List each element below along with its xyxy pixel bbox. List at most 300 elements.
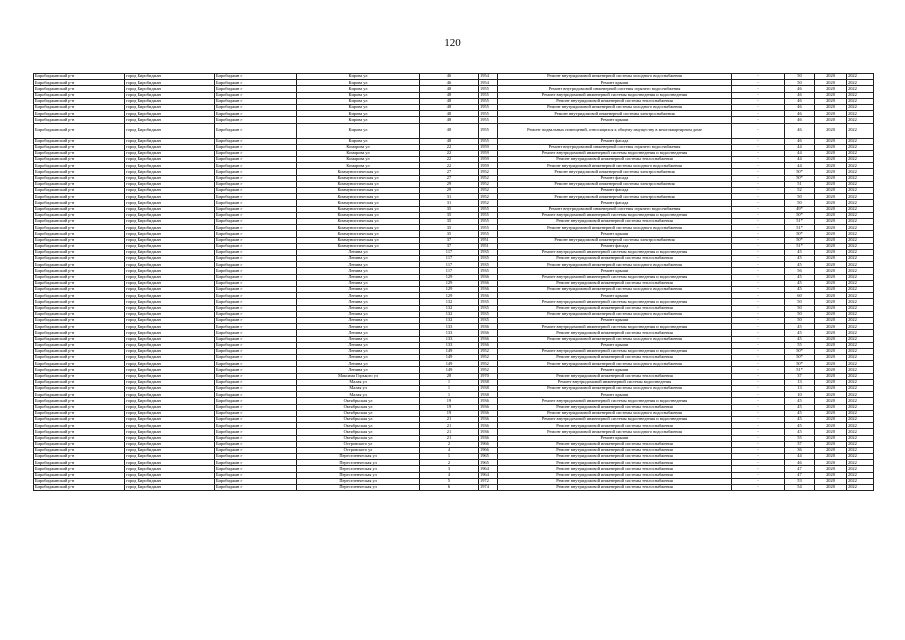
district-cell: Биробиджанский р-н <box>34 138 125 144</box>
build-year-cell: 1938 <box>479 392 498 398</box>
street-cell: Коммунистическая ул <box>297 237 420 243</box>
lifetime-cell: 47 <box>785 466 815 472</box>
municipality-cell: город Биробиджан <box>125 435 215 441</box>
settlement-cell: Биробиджан г <box>215 92 297 98</box>
work-type-cell: Ремонт внутридомовой инженерной системы водоотведения и водоотведения <box>498 398 732 404</box>
lifetime-cell: 50 <box>785 74 815 80</box>
start-year-cell: 2020 <box>815 280 847 286</box>
dash-cell: - <box>732 429 785 435</box>
lifetime-cell: 37 <box>785 441 815 447</box>
work-type-cell: Ремонт фасада <box>498 138 732 144</box>
build-year-cell: 1965 <box>479 460 498 466</box>
start-year-cell: 2020 <box>815 144 847 150</box>
start-year-cell: 2020 <box>815 447 847 453</box>
lifetime-cell: 50 <box>785 299 815 305</box>
dash-cell: - <box>732 299 785 305</box>
lifetime-cell: 45 <box>785 287 815 293</box>
build-year-cell: 1936 <box>479 330 498 336</box>
dash-cell: - <box>732 104 785 110</box>
settlement-cell: Биробиджан г <box>215 256 297 262</box>
house-number-cell: 132 <box>420 299 479 305</box>
house-number-cell: 1 <box>420 392 479 398</box>
street-cell: Островского ул <box>297 441 420 447</box>
end-year-cell: 2022 <box>847 86 874 92</box>
street-cell: Ленина ул <box>297 361 420 367</box>
settlement-cell: Биробиджан г <box>215 447 297 453</box>
build-year-cell: 1955 <box>479 231 498 237</box>
street-cell: Ленина ул <box>297 287 420 293</box>
end-year-cell: 2022 <box>847 429 874 435</box>
end-year-cell: 2022 <box>847 478 874 484</box>
district-cell: Биробиджанский р-н <box>34 404 125 410</box>
lifetime-cell: 46 <box>785 111 815 117</box>
street-cell: Переселенческая ул <box>297 460 420 466</box>
end-year-cell: 2022 <box>847 92 874 98</box>
dash-cell: - <box>732 123 785 138</box>
build-year-cell: 1936 <box>479 416 498 422</box>
street-cell: Островского ул <box>297 447 420 453</box>
work-type-cell: Ремонт внутридомовой инженерной системы водоотведения и водоотведения <box>498 299 732 305</box>
district-cell: Биробиджанский р-н <box>34 237 125 243</box>
district-cell: Биробиджанский р-н <box>34 410 125 416</box>
municipality-cell: город Биробиджан <box>125 367 215 373</box>
street-cell: Кирова ул <box>297 98 420 104</box>
street-cell: Кирова ул <box>297 123 420 138</box>
end-year-cell: 2022 <box>847 361 874 367</box>
work-type-cell: Ремонт фасада <box>498 243 732 249</box>
end-year-cell: 2022 <box>847 311 874 317</box>
district-cell: Биробиджанский р-н <box>34 324 125 330</box>
municipality-cell: город Биробиджан <box>125 268 215 274</box>
build-year-cell: 1936 <box>479 336 498 342</box>
house-number-cell: 48 <box>420 111 479 117</box>
start-year-cell: 2020 <box>815 361 847 367</box>
end-year-cell: 2022 <box>847 243 874 249</box>
settlement-cell: Биробиджан г <box>215 287 297 293</box>
build-year-cell: 1955 <box>479 111 498 117</box>
start-year-cell: 2020 <box>815 342 847 348</box>
lifetime-cell: 45 <box>785 280 815 286</box>
build-year-cell: 1959 <box>479 163 498 169</box>
dash-cell: - <box>732 454 785 460</box>
district-cell: Биробиджанский р-н <box>34 342 125 348</box>
settlement-cell: Биробиджан г <box>215 237 297 243</box>
municipality-cell: город Биробиджан <box>125 287 215 293</box>
end-year-cell: 2022 <box>847 268 874 274</box>
lifetime-cell: 50* <box>785 237 815 243</box>
municipality-cell: город Биробиджан <box>125 361 215 367</box>
end-year-cell: 2022 <box>847 460 874 466</box>
house-number-cell: 48 <box>420 98 479 104</box>
settlement-cell: Биробиджан г <box>215 280 297 286</box>
street-cell: Ленина ул <box>297 342 420 348</box>
build-year-cell: 1955 <box>479 212 498 218</box>
work-type-cell: Ремонт внутридомовой инженерной системы холодного водоснабжения <box>498 361 732 367</box>
lifetime-cell: 45 <box>785 274 815 280</box>
house-number-cell: 132 <box>420 317 479 323</box>
repair-schedule-table <box>33 73 874 491</box>
lifetime-cell: 50 <box>785 317 815 323</box>
municipality-cell: город Биробиджан <box>125 478 215 484</box>
lifetime-cell: 44 <box>785 157 815 163</box>
work-type-cell: Ремонт внутридомовой инженерной системы водоотведения и водоотведения <box>498 324 732 330</box>
street-cell: Ленина ул <box>297 249 420 255</box>
start-year-cell: 2020 <box>815 305 847 311</box>
street-cell: Октябрьская ул <box>297 429 420 435</box>
municipality-cell: город Биробиджан <box>125 454 215 460</box>
settlement-cell: Биробиджан г <box>215 144 297 150</box>
build-year-cell: 1964 <box>479 472 498 478</box>
start-year-cell: 2020 <box>815 429 847 435</box>
dash-cell: - <box>732 86 785 92</box>
house-number-cell: 35 <box>420 212 479 218</box>
municipality-cell: город Биробиджан <box>125 280 215 286</box>
start-year-cell: 2020 <box>815 169 847 175</box>
district-cell: Биробиджанский р-н <box>34 175 125 181</box>
lifetime-cell: 45 <box>785 398 815 404</box>
municipality-cell: город Биробиджан <box>125 460 215 466</box>
lifetime-cell: 50 <box>785 194 815 200</box>
street-cell: Комарова ул <box>297 163 420 169</box>
work-type-cell: Ремонт внутридомовой инженерной системы водоотведения и водоотведения <box>498 212 732 218</box>
street-cell: Коммунистическая ул <box>297 181 420 187</box>
district-cell: Биробиджанский р-н <box>34 111 125 117</box>
street-cell: Комарова ул <box>297 157 420 163</box>
street-cell: Октябрьская ул <box>297 423 420 429</box>
district-cell: Биробиджанский р-н <box>34 485 125 491</box>
settlement-cell: Биробиджан г <box>215 194 297 200</box>
district-cell: Биробиджанский р-н <box>34 249 125 255</box>
build-year-cell: 1936 <box>479 398 498 404</box>
dash-cell: - <box>732 355 785 361</box>
build-year-cell: 1952 <box>479 194 498 200</box>
build-year-cell: 1955 <box>479 123 498 138</box>
district-cell: Биробиджанский р-н <box>34 150 125 156</box>
end-year-cell: 2022 <box>847 218 874 224</box>
build-year-cell: 1952 <box>479 355 498 361</box>
municipality-cell: город Биробиджан <box>125 293 215 299</box>
settlement-cell: Биробиджан г <box>215 117 297 123</box>
start-year-cell: 2020 <box>815 188 847 194</box>
settlement-cell: Биробиджан г <box>215 398 297 404</box>
district-cell: Биробиджанский р-н <box>34 392 125 398</box>
municipality-cell: город Биробиджан <box>125 317 215 323</box>
lifetime-cell: 50 <box>785 200 815 206</box>
settlement-cell: Биробиджан г <box>215 317 297 323</box>
district-cell: Биробиджанский р-н <box>34 466 125 472</box>
municipality-cell: город Биробиджан <box>125 429 215 435</box>
dash-cell: - <box>732 231 785 237</box>
end-year-cell: 2022 <box>847 355 874 361</box>
lifetime-cell: 50 <box>785 311 815 317</box>
lifetime-cell: 46 <box>785 98 815 104</box>
dash-cell: - <box>732 336 785 342</box>
lifetime-cell: 50* <box>785 169 815 175</box>
house-number-cell: 21 <box>420 429 479 435</box>
build-year-cell: 1938 <box>479 386 498 392</box>
street-cell: Кирова ул <box>297 117 420 123</box>
district-cell: Биробиджанский р-н <box>34 80 125 86</box>
work-type-cell: Ремонт крыши <box>498 80 732 86</box>
lifetime-cell: 55 <box>785 342 815 348</box>
lifetime-cell: 46 <box>785 104 815 110</box>
house-number-cell: 35 <box>420 206 479 212</box>
street-cell: Переселенческая ул <box>297 472 420 478</box>
district-cell: Биробиджанский р-н <box>34 367 125 373</box>
build-year-cell: 1955 <box>479 104 498 110</box>
build-year-cell: 1955 <box>479 86 498 92</box>
start-year-cell: 2020 <box>815 355 847 361</box>
build-year-cell: 1936 <box>479 429 498 435</box>
settlement-cell: Биробиджан г <box>215 392 297 398</box>
end-year-cell: 2022 <box>847 231 874 237</box>
start-year-cell: 2020 <box>815 435 847 441</box>
house-number-cell: 19 <box>420 398 479 404</box>
start-year-cell: 2020 <box>815 485 847 491</box>
settlement-cell: Биробиджан г <box>215 138 297 144</box>
street-cell: Переселенческая ул <box>297 466 420 472</box>
table-body <box>34 74 874 491</box>
municipality-cell: город Биробиджан <box>125 194 215 200</box>
lifetime-cell: 45 <box>785 262 815 268</box>
start-year-cell: 2020 <box>815 330 847 336</box>
dash-cell: - <box>732 373 785 379</box>
dash-cell: - <box>732 92 785 98</box>
work-type-cell: Ремонт внутридомовой инженерной системы холодного водоснабжения <box>498 104 732 110</box>
end-year-cell: 2022 <box>847 74 874 80</box>
house-number-cell: 149 <box>420 348 479 354</box>
end-year-cell: 2022 <box>847 280 874 286</box>
settlement-cell: Биробиджан г <box>215 342 297 348</box>
dash-cell: - <box>732 435 785 441</box>
build-year-cell: 1966 <box>479 447 498 453</box>
start-year-cell: 2020 <box>815 104 847 110</box>
district-cell: Биробиджанский р-н <box>34 98 125 104</box>
build-year-cell: 1951 <box>479 237 498 243</box>
district-cell: Биробиджанский р-н <box>34 330 125 336</box>
district-cell: Биробиджанский р-н <box>34 386 125 392</box>
end-year-cell: 2022 <box>847 317 874 323</box>
build-year-cell: 1935 <box>479 299 498 305</box>
municipality-cell: город Биробиджан <box>125 342 215 348</box>
build-year-cell: 1936 <box>479 423 498 429</box>
end-year-cell: 2022 <box>847 138 874 144</box>
municipality-cell: город Биробиджан <box>125 392 215 398</box>
street-cell: Кирова ул <box>297 74 420 80</box>
street-cell: Коммунистическая ул <box>297 218 420 224</box>
build-year-cell: 1935 <box>479 249 498 255</box>
start-year-cell: 2020 <box>815 200 847 206</box>
municipality-cell: город Биробиджан <box>125 348 215 354</box>
municipality-cell: город Биробиджан <box>125 336 215 342</box>
table-row <box>34 485 874 491</box>
dash-cell: - <box>732 361 785 367</box>
house-number-cell: 129 <box>420 274 479 280</box>
work-type-cell: Ремонт внутридомовой инженерной системы теплоснабжения <box>498 478 732 484</box>
work-type-cell: Ремонт внутридомовой инженерной системы теплоснабжения <box>498 355 732 361</box>
start-year-cell: 2020 <box>815 181 847 187</box>
work-type-cell: Ремонт крыши <box>498 268 732 274</box>
build-year-cell: 1936 <box>479 435 498 441</box>
municipality-cell: город Биробиджан <box>125 200 215 206</box>
start-year-cell: 2020 <box>815 441 847 447</box>
municipality-cell: город Биробиджан <box>125 225 215 231</box>
district-cell: Биробиджанский р-н <box>34 117 125 123</box>
house-number-cell: 132 <box>420 311 479 317</box>
house-number-cell: 149 <box>420 361 479 367</box>
dash-cell: - <box>732 144 785 150</box>
start-year-cell: 2020 <box>815 324 847 330</box>
house-number-cell: 133 <box>420 342 479 348</box>
house-number-cell: 27 <box>420 169 479 175</box>
end-year-cell: 2022 <box>847 256 874 262</box>
work-type-cell: Ремонт крыши <box>498 293 732 299</box>
municipality-cell: город Биробиджан <box>125 150 215 156</box>
build-year-cell: 1955 <box>479 218 498 224</box>
municipality-cell: город Биробиджан <box>125 355 215 361</box>
district-cell: Биробиджанский р-н <box>34 144 125 150</box>
build-year-cell: 1936 <box>479 280 498 286</box>
settlement-cell: Биробиджан г <box>215 330 297 336</box>
work-type-cell: Ремонт внутридомовой инженерной системы водоотведения и водоотведения <box>498 92 732 98</box>
build-year-cell: 1936 <box>479 274 498 280</box>
build-year-cell: 1952 <box>479 367 498 373</box>
settlement-cell: Биробиджан г <box>215 348 297 354</box>
build-year-cell: 1952 <box>479 348 498 354</box>
house-number-cell: 149 <box>420 355 479 361</box>
end-year-cell: 2022 <box>847 410 874 416</box>
end-year-cell: 2022 <box>847 111 874 117</box>
house-number-cell: 2 <box>420 460 479 466</box>
house-number-cell: 29 <box>420 181 479 187</box>
municipality-cell: город Биробиджан <box>125 410 215 416</box>
settlement-cell: Биробиджан г <box>215 485 297 491</box>
district-cell: Биробиджанский р-н <box>34 181 125 187</box>
end-year-cell: 2022 <box>847 237 874 243</box>
build-year-cell: 1952 <box>479 361 498 367</box>
district-cell: Биробиджанский р-н <box>34 373 125 379</box>
house-number-cell: 149 <box>420 367 479 373</box>
dash-cell: - <box>732 237 785 243</box>
municipality-cell: город Биробиджан <box>125 138 215 144</box>
start-year-cell: 2020 <box>815 218 847 224</box>
district-cell: Биробиджанский р-н <box>34 231 125 237</box>
work-type-cell: Ремонт внутридомовой инженерной системы теплоснабжения <box>498 256 732 262</box>
dash-cell: - <box>732 441 785 447</box>
district-cell: Биробиджанский р-н <box>34 348 125 354</box>
end-year-cell: 2022 <box>847 80 874 86</box>
dash-cell: - <box>732 416 785 422</box>
start-year-cell: 2020 <box>815 194 847 200</box>
lifetime-cell: 45 <box>785 429 815 435</box>
district-cell: Биробиджанский р-н <box>34 212 125 218</box>
lifetime-cell: 45 <box>785 324 815 330</box>
municipality-cell: город Биробиджан <box>125 206 215 212</box>
page-number: 120 <box>444 37 461 49</box>
end-year-cell: 2022 <box>847 466 874 472</box>
end-year-cell: 2022 <box>847 441 874 447</box>
dash-cell: - <box>732 243 785 249</box>
work-type-cell: Ремонт внутридомовой инженерной системы водоотведения и водоотведения <box>498 249 732 255</box>
municipality-cell: город Биробиджан <box>125 157 215 163</box>
dash-cell: - <box>732 342 785 348</box>
start-year-cell: 2020 <box>815 98 847 104</box>
work-type-cell: Ремонт внутридомовой инженерной системы теплоснабжения <box>498 373 732 379</box>
district-cell: Биробиджанский р-н <box>34 163 125 169</box>
lifetime-cell: 45 <box>785 410 815 416</box>
lifetime-cell: 13 <box>785 386 815 392</box>
settlement-cell: Биробиджан г <box>215 188 297 194</box>
street-cell: Октябрьская ул <box>297 435 420 441</box>
dash-cell: - <box>732 311 785 317</box>
street-cell: Малая ул <box>297 386 420 392</box>
house-number-cell: 29 <box>420 188 479 194</box>
end-year-cell: 2022 <box>847 157 874 163</box>
municipality-cell: город Биробиджан <box>125 256 215 262</box>
house-number-cell: 129 <box>420 293 479 299</box>
start-year-cell: 2020 <box>815 460 847 466</box>
lifetime-cell: 10 <box>785 392 815 398</box>
build-year-cell: 1955 <box>479 138 498 144</box>
start-year-cell: 2020 <box>815 111 847 117</box>
district-cell: Биробиджанский р-н <box>34 299 125 305</box>
municipality-cell: город Биробиджан <box>125 117 215 123</box>
street-cell: Коммунистическая ул <box>297 188 420 194</box>
house-number-cell: 6 <box>420 485 479 491</box>
street-cell: Коммунистическая ул <box>297 243 420 249</box>
district-cell: Биробиджанский р-н <box>34 225 125 231</box>
street-cell: Малая ул <box>297 392 420 398</box>
district-cell: Биробиджанский р-н <box>34 398 125 404</box>
settlement-cell: Биробиджан г <box>215 86 297 92</box>
dash-cell: - <box>732 117 785 123</box>
lifetime-cell: 46 <box>785 460 815 466</box>
end-year-cell: 2022 <box>847 404 874 410</box>
district-cell: Биробиджанский р-н <box>34 447 125 453</box>
municipality-cell: город Биробиджан <box>125 175 215 181</box>
settlement-cell: Биробиджан г <box>215 218 297 224</box>
municipality-cell: город Биробиджан <box>125 144 215 150</box>
house-number-cell: 19 <box>420 404 479 410</box>
settlement-cell: Биробиджан г <box>215 249 297 255</box>
settlement-cell: Биробиджан г <box>215 416 297 422</box>
municipality-cell: город Биробиджан <box>125 188 215 194</box>
lifetime-cell: 45 <box>785 404 815 410</box>
district-cell: Биробиджанский р-н <box>34 429 125 435</box>
house-number-cell: 22 <box>420 157 479 163</box>
start-year-cell: 2020 <box>815 231 847 237</box>
street-cell: Ленина ул <box>297 293 420 299</box>
house-number-cell: 48 <box>420 104 479 110</box>
house-number-cell: 1 <box>420 454 479 460</box>
start-year-cell: 2020 <box>815 138 847 144</box>
dash-cell: - <box>732 111 785 117</box>
house-number-cell: 35 <box>420 218 479 224</box>
build-year-cell: 1972 <box>479 478 498 484</box>
municipality-cell: город Биробиджан <box>125 379 215 385</box>
lifetime-cell: 46 <box>785 117 815 123</box>
house-number-cell: 21 <box>420 435 479 441</box>
street-cell: Ленина ул <box>297 367 420 373</box>
settlement-cell: Биробиджан г <box>215 200 297 206</box>
street-cell: Ленина ул <box>297 274 420 280</box>
work-type-cell: Ремонт крыши <box>498 117 732 123</box>
municipality-cell: город Биробиджан <box>125 237 215 243</box>
lifetime-cell: 45 <box>785 256 815 262</box>
end-year-cell: 2022 <box>847 225 874 231</box>
start-year-cell: 2020 <box>815 92 847 98</box>
settlement-cell: Биробиджан г <box>215 262 297 268</box>
